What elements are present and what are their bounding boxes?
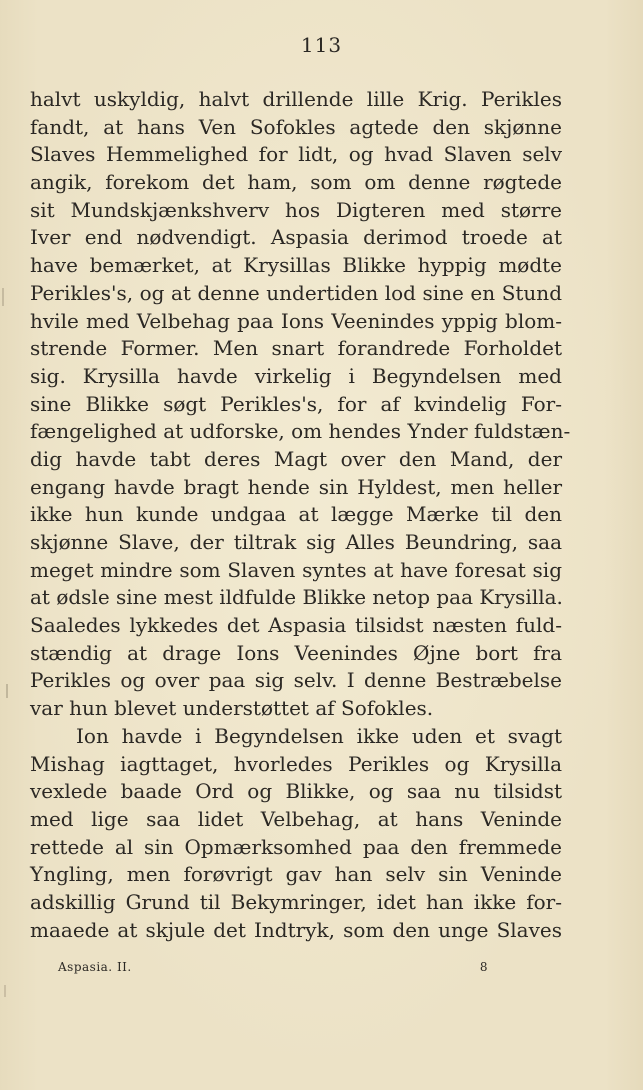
text-line: Iver end nødvendigt. Aspasia derimod troede at xyxy=(30,225,562,250)
margin-speck xyxy=(2,288,4,306)
text-line: meget mindre som Slaven syntes at have foresat sig xyxy=(30,557,562,582)
paragraph-2 xyxy=(30,723,562,945)
text-line: at ødsle sine mest ildfulde Blikke netop paa Krysilla. xyxy=(30,585,563,610)
text-line: Mishag iagttaget, hvorledes Perikles og Krysilla xyxy=(30,751,562,776)
sheet-mark: 8 xyxy=(479,960,488,974)
page-footer xyxy=(58,960,488,980)
text-line: stændig at drage Ions Veenindes Øjne bort fra xyxy=(30,640,562,665)
text-line: med lige saa lidet Velbehag, at hans Veninde xyxy=(30,806,562,831)
text-line: Yngling, men forøvrigt gav han selv sin Veninde xyxy=(30,862,562,887)
text-line: have bemærket, at Krysillas Blikke hyppig mødte xyxy=(30,253,562,278)
page-body xyxy=(30,86,571,944)
paragraph-1 xyxy=(30,86,571,723)
text-line: hvile med Velbehag paa Ions Veenindes yppig blom- xyxy=(30,308,562,333)
signature-mark: Aspasia. II. xyxy=(58,960,132,974)
text-line: rettede al sin Opmærksomhed paa den fremmede xyxy=(30,834,562,859)
text-line: fængelighed at udforske, om hendes Ynder fuldstæn- xyxy=(30,419,571,444)
margin-speck xyxy=(4,985,6,997)
text-line: sine Blikke søgt Perikles's, for af kvindelig For- xyxy=(30,391,562,416)
text-line: Perikles og over paa sig selv. I denne Bestræbelse xyxy=(30,668,562,693)
text-line: Saaledes lykkedes det Aspasia tilsidst næsten fuld- xyxy=(30,613,562,638)
text-line: adskillig Grund til Bekymringer, idet han ikke for- xyxy=(30,889,562,914)
text-line: engang havde bragt hende sin Hyldest, men heller xyxy=(30,474,562,499)
text-line: sit Mundskjænkshverv hos Digteren med større xyxy=(30,197,562,222)
text-line: angik, forekom det ham, som om denne røgtede xyxy=(30,170,562,195)
text-line: fandt, at hans Ven Sofokles agtede den skjønne xyxy=(30,114,562,139)
text-line: halvt uskyldig, halvt drillende lille Krig. Perikles xyxy=(30,87,562,111)
text-line: Slaves Hemmelighed for lidt, og hvad Slaven selv xyxy=(30,142,562,167)
text-line: sig. Krysilla havde virkelig i Begyndelsen med xyxy=(30,363,562,388)
text-line: Perikles's, og at denne undertiden lod sine en Stund xyxy=(30,280,562,305)
text-line: Ion havde i Begyndelsen ikke uden et svagt xyxy=(76,723,562,748)
text-line: ikke hun kunde undgaa at lægge Mærke til den xyxy=(30,502,562,527)
margin-speck xyxy=(6,684,8,698)
text-line: var hun blevet understøttet af Sofokles. xyxy=(30,696,434,721)
text-line: dig havde tabt deres Magt over den Mand, der xyxy=(30,446,562,471)
page-number: 113 xyxy=(300,33,343,57)
text-line: strende Former. Men snart forandrede Forholdet xyxy=(30,336,562,361)
text-line: skjønne Slave, der tiltrak sig Alles Beundring, saa xyxy=(30,530,562,554)
text-line: vexlede baade Ord og Blikke, og saa nu tilsidst xyxy=(30,779,562,804)
text-line: maaede at skjule det Indtryk, som den unge Slaves xyxy=(30,917,562,942)
